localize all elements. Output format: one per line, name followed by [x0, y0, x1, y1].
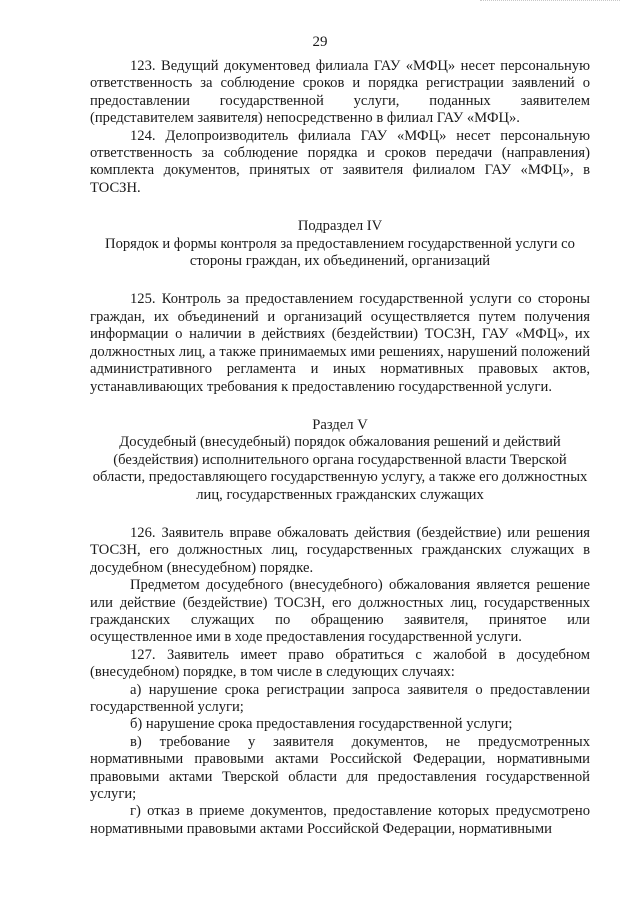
section-v-heading: Досудебный (внесудебный) порядок обжалования решений и действий (бездействия) исполнительного органа государственной власти Тверской области, предоставляющего государственную услугу, а также его должностных лиц, государственных гражданских служащих — [92, 434, 588, 503]
paragraph-125: 125. Контроль за предоставлением государственной услуги со стороны граждан, их объединений и организаций осуществляется путем получения информации о наличии в действиях (бездействии) ТОСЗН, ГАУ «МФЦ», их должностных лиц, а также принимаемых ими решениях, нарушений положений административного регламента и иных нормативных правовых актов, устанавливающих требования к предоставлению государственной услуги. — [90, 291, 590, 395]
section-v-title: Раздел V — [312, 416, 368, 433]
document-body — [90, 58, 590, 838]
subsection-iv-title: Подраздел IV — [297, 218, 383, 235]
paragraph-123: 123. Ведущий документовед филиала ГАУ «МФЦ» несет персональную ответственность за соблюдение сроков и порядка регистрации заявлений о предоставлении государственной услуги, поданных заявителем (представителем заявителя) непосредственно в филиал ГАУ «МФЦ». — [90, 58, 590, 127]
paragraph-126-subject: Предметом досудебного (внесудебного) обжалования является решение или действие (бездействие) ТОСЗН, его должностных лиц, государственных гражданских служащих по обращению заявителя, принятое или осуществленное ими в ходе предоставления государственной услуги. — [90, 577, 590, 646]
list-item-b: б) нарушение срока предоставления государственной услуги; — [130, 716, 513, 733]
paragraph-127: 127. Заявитель имеет право обратиться с жалобой в досудебном (внесудебном) порядке, в том числе в следующих случаях: — [90, 646, 590, 681]
list-item-a: а) нарушение срока регистрации запроса заявителя о предоставлении государственной услуги; — [90, 681, 590, 715]
page-number: 29 — [312, 34, 328, 50]
list-item-g: г) отказ в приеме документов, предоставление которых предусмотрено нормативными правовыми актами Российской Федерации, нормативными — [90, 803, 590, 837]
list-item-v: в) требование у заявителя документов, не предусмотренных нормативными правовыми актами Российской Федерации, нормативными правовыми актами Тверской области для предоставления государственной услуги; — [90, 733, 590, 803]
paragraph-124: 124. Делопроизводитель филиала ГАУ «МФЦ» несет персональную ответственность за соблюдение порядка и сроков передачи (направления) комплекта документов, принятых от заявителя филиалом ГАУ «МФЦ», в ТОСЗН. — [90, 127, 590, 196]
paragraph-126: 126. Заявитель вправе обжаловать действия (бездействие) или решения ТОСЗН, его должностных лиц, государственных гражданских служащих в досудебном (внесудебном) порядке. — [90, 524, 590, 576]
scan-header-mark — [480, 0, 620, 4]
subsection-iv-heading: Порядок и формы контроля за предоставлением государственной услуги со стороны граждан, их объединений, организаций — [105, 235, 575, 270]
